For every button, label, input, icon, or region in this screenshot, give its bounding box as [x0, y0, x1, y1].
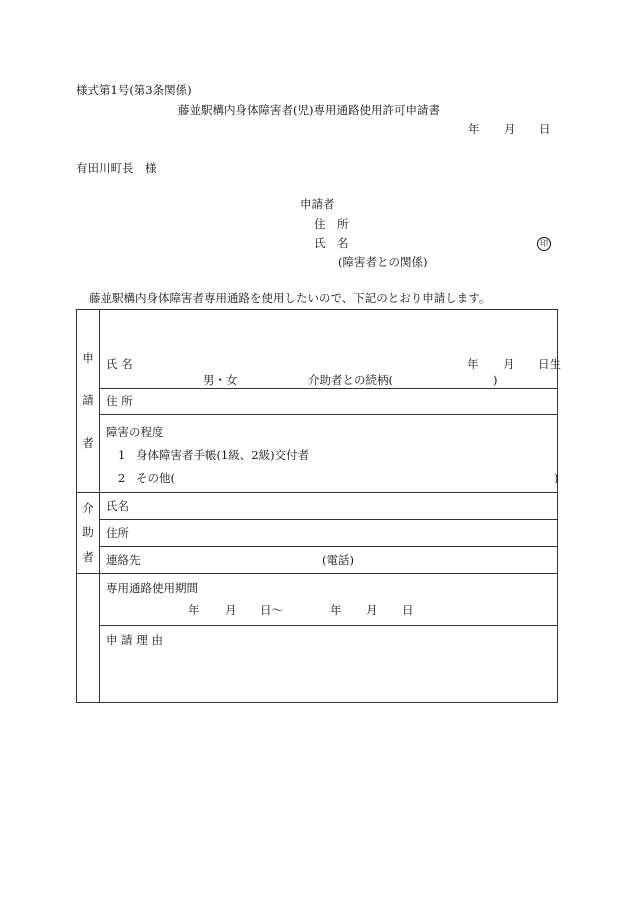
helper-address-label: 住所 — [106, 526, 129, 540]
applicant-section-label — [77, 310, 100, 493]
helper-contact-label: 連絡先 — [106, 553, 141, 567]
birth-month: 月 — [503, 357, 515, 371]
form-number: 様式第1号(第3条関係) — [76, 83, 192, 97]
label-char: 者 — [82, 435, 94, 450]
applicant-name-row[interactable] — [100, 310, 561, 389]
seal-mark — [537, 237, 551, 251]
blank-label-cell — [77, 574, 100, 703]
period-row[interactable] — [100, 574, 558, 626]
period-from-year: 年 — [188, 603, 200, 617]
helper-contact-row[interactable] — [100, 547, 558, 574]
reason-row[interactable] — [100, 626, 558, 703]
sex-select[interactable]: 男・女 — [203, 373, 238, 387]
label-char: 助 — [82, 525, 94, 540]
disability-label: 障害の程度 — [106, 425, 164, 439]
phone-label: (電話) — [322, 553, 354, 567]
date-year: 年 — [468, 122, 480, 136]
name-label: 氏 名 — [106, 357, 133, 371]
relation-close: ) — [493, 373, 498, 387]
option2-number: 2 — [118, 471, 126, 485]
applicant-heading: 申請者 — [300, 197, 335, 211]
address-label: 住 所 — [106, 394, 133, 408]
applicant-address-row[interactable] — [100, 389, 558, 415]
helper-address-row[interactable] — [100, 520, 558, 547]
period-to-month: 月 — [366, 603, 378, 617]
applicant-name-label: 氏 名 — [314, 236, 349, 250]
option2-close: ) — [554, 471, 559, 485]
period-from-month: 月 — [225, 603, 237, 617]
form-title: 藤並駅構内身体障害者(児)専用通路使用許可申請書 — [178, 103, 440, 117]
applicant-address-label: 住 所 — [314, 217, 349, 231]
recipient: 有田川町長 様 — [76, 161, 157, 175]
birth-year: 年 — [467, 357, 479, 371]
birth-day: 日生 — [538, 357, 561, 371]
relation-label: (障害者との関係) — [338, 255, 428, 269]
helper-section-label — [77, 493, 100, 574]
seal-icon: 印 — [537, 237, 551, 251]
option1-number: 1 — [118, 448, 126, 462]
application-table — [76, 309, 561, 703]
period-to-year: 年 — [330, 603, 342, 617]
option1-text[interactable]: 身体障害者手帳(1級、2級)交付者 — [136, 448, 310, 462]
period-to-day: 日 — [402, 603, 414, 617]
reason-label: 申 請 理 由 — [106, 633, 163, 647]
disability-row[interactable] — [100, 415, 558, 493]
label-char: 請 — [82, 393, 94, 408]
label-char: 申 — [82, 350, 94, 365]
relation-label: 介助者との続柄( — [308, 373, 393, 387]
helper-name-label: 氏名 — [106, 499, 129, 513]
period-from-day: 日〜 — [260, 603, 283, 617]
statement: 藤並駅構内身体障害者専用通路を使用したいので、下記のとおり申請します。 — [89, 291, 491, 305]
period-label: 専用通路使用期間 — [106, 581, 198, 595]
date-month: 月 — [504, 122, 516, 136]
helper-name-row[interactable] — [100, 493, 558, 520]
date-day: 日 — [539, 122, 551, 136]
label-char: 者 — [82, 549, 94, 564]
label-char: 介 — [82, 500, 94, 515]
option2-text[interactable]: その他( — [136, 471, 175, 485]
